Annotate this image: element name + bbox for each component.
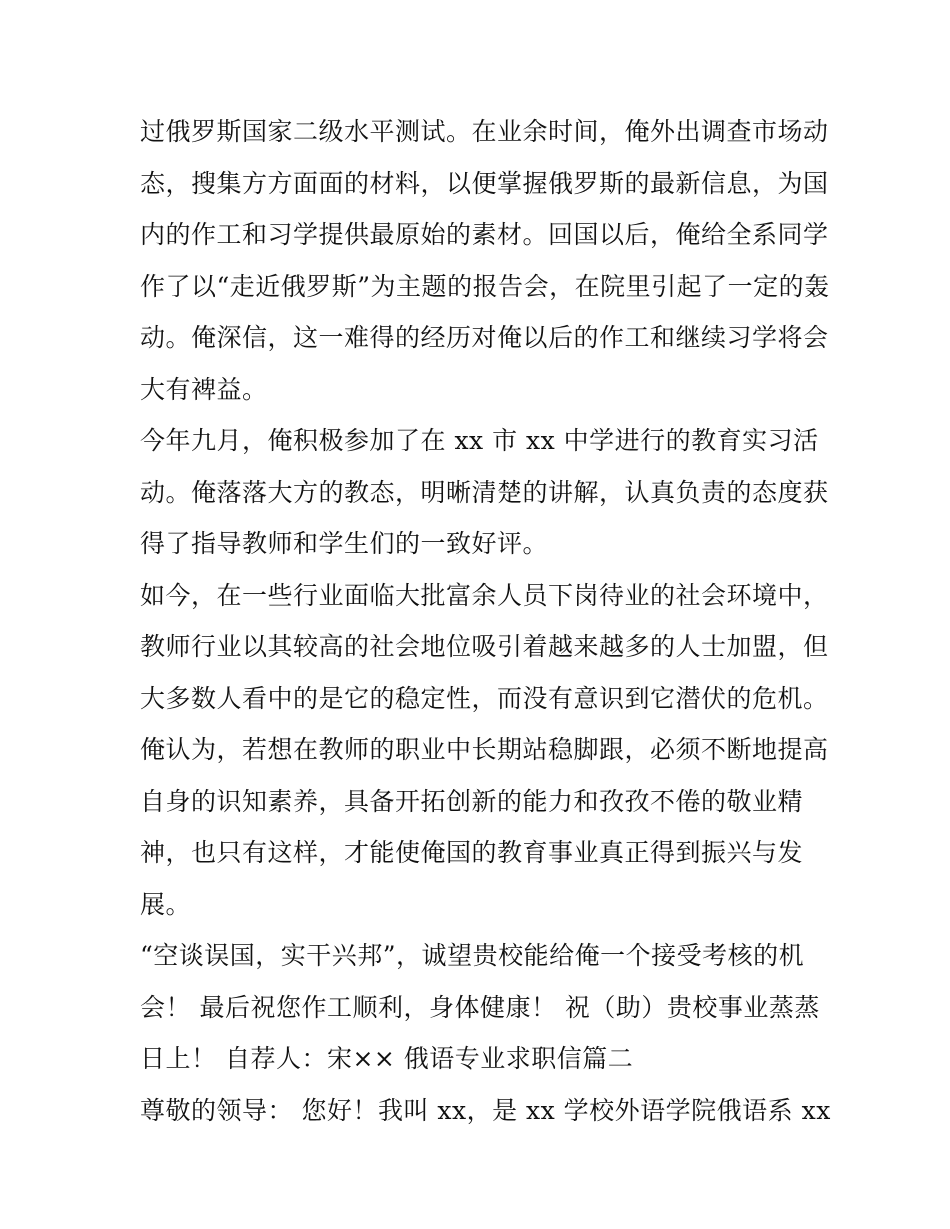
text-line: 尊敬的领导： 您好！我叫 xx，是 xx 学校外语学院俄语系 xx	[140, 1095, 831, 1125]
text-line: 作了以“走近俄罗斯”为主题的报告会，在院里引起了一定的轰	[140, 271, 830, 301]
document-body	[140, 106, 831, 1136]
text-line: 过俄罗斯国家二级水平测试。在业余时间，俺外出调查市场动	[140, 117, 829, 146]
text-line: 态，搜集方方面面的材料，以便掌握俄罗斯的最新信息，为国	[140, 168, 829, 198]
text-line: 神，也只有这样，才能使俺国的教育事业真正得到振兴与发	[140, 838, 804, 867]
text-line: 会！ 最后祝您作工顺利，身体健康！ 祝（助）贵校事业蒸蒸	[140, 992, 820, 1022]
text-line: 动。俺落落大方的教态，明晰清楚的讲解，认真负责的态度获	[140, 477, 829, 507]
text-line: 得了指导教师和学生们的一致好评。	[140, 529, 549, 558]
text-line: 大多数人看中的是它的稳定性，而没有意识到它潜伏的危机。	[140, 683, 829, 713]
text-line: 今年九月，俺积极参加了在 xx 市 xx 中学进行的教育实习活	[140, 426, 819, 455]
text-line: 动。俺深信，这一难得的经历对俺以后的作工和继续习学将会	[140, 323, 829, 352]
text-line: 教师行业以其较高的社会地位吸引着越来越多的人士加盟，但	[140, 632, 829, 661]
text-line: 大有裨益。	[140, 374, 268, 404]
text-line: 展。	[140, 889, 192, 919]
text-line: 日上！ 自荐人：宋×× 俄语专业求职信篇二	[140, 1044, 634, 1073]
text-line: 内的作工和习学提供最原始的素材。回国以后，俺给全系同学	[140, 220, 829, 249]
text-line: 俺认为，若想在教师的职业中长期站稳脚跟，必须不断地提高	[140, 735, 829, 764]
text-line: “空谈误国，实干兴邦”，诚望贵校能给俺一个接受考核的机	[140, 941, 805, 970]
text-line: 自身的识知素养，具备开拓创新的能力和孜孜不倦的敬业精	[140, 786, 804, 816]
text-line: 如今，在一些行业面临大批富余人员下岗待业的社会环境中，	[140, 580, 829, 610]
